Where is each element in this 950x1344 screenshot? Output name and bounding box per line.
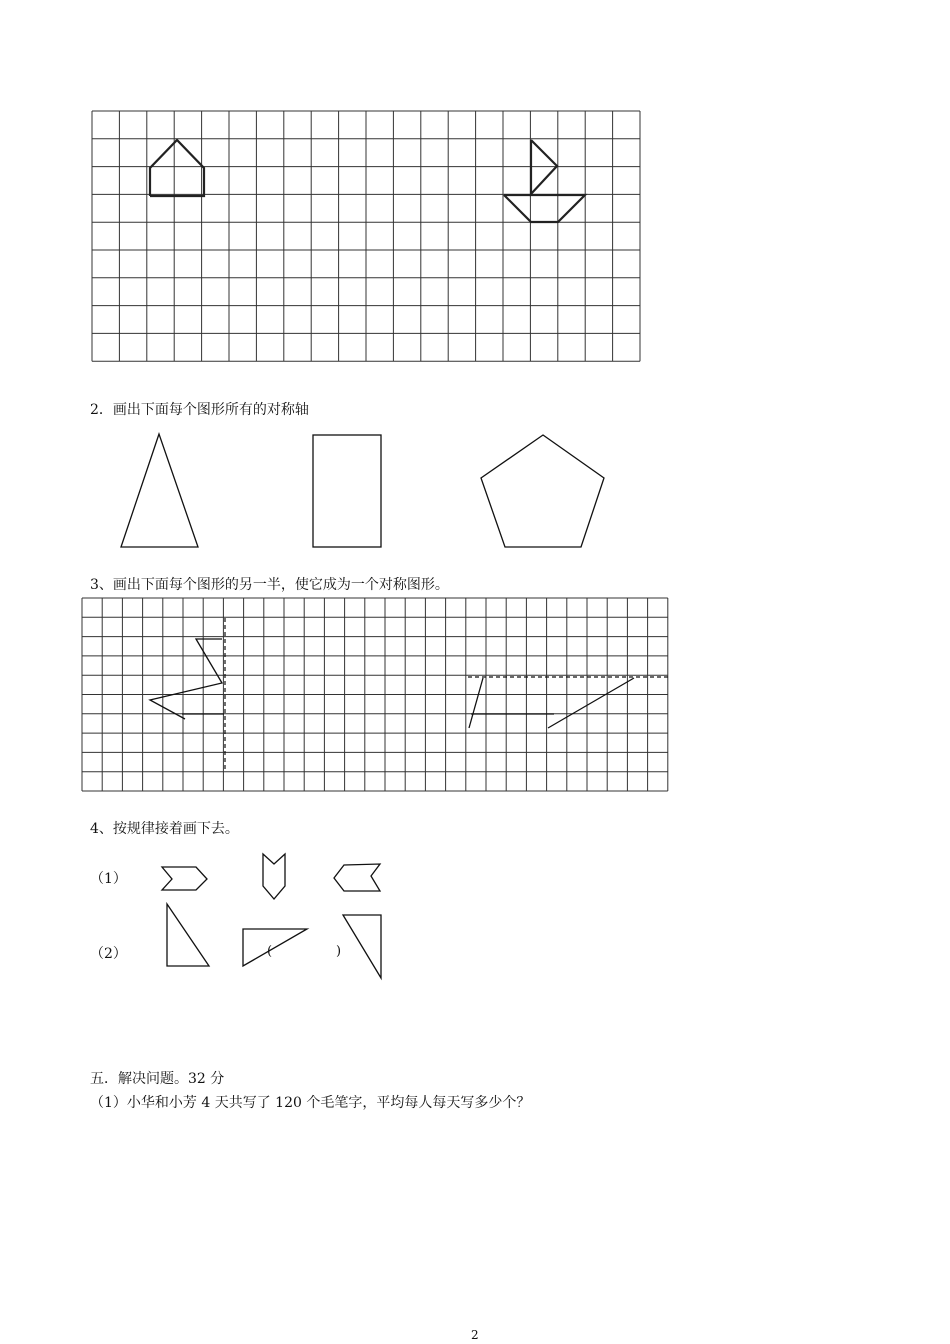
arrow-pentagon-down-shape: [263, 854, 285, 899]
grid-symmetry: [82, 596, 682, 796]
partial-figure-left: [150, 639, 222, 719]
q4-pattern-shapes: [155, 850, 455, 990]
q2-title: 2．画出下面每个图形所有的对称轴: [90, 402, 309, 418]
isosceles-triangle-shape: [121, 434, 198, 547]
page-number: 2: [471, 1328, 479, 1342]
right-triangle-3-shape: [343, 915, 381, 978]
boat-hull-shape: [504, 195, 585, 222]
partial-figure-right-3: [548, 678, 634, 728]
house-shape: [150, 140, 204, 196]
q4-title: 4、按规律接着画下去。: [90, 821, 239, 837]
arrow-pentagon-left-shape: [334, 864, 380, 891]
q3-title: 3、画出下面每个图形的另一半，使它成为一个对称图形。: [90, 577, 449, 593]
q2-shapes: [115, 432, 635, 552]
section5-problem1: （1）小华和小芳 4 天共写了 120 个毛笔字，平均每人每天写多少个？: [90, 1095, 531, 1111]
pentagon-shape: [481, 435, 604, 547]
grid-translation: [90, 108, 650, 368]
right-triangle-1-shape: [167, 904, 209, 966]
rectangle-shape: [313, 435, 381, 547]
grid-lines: [82, 598, 668, 791]
q4-row1-label: （1）: [90, 871, 127, 887]
arrow-pentagon-right-shape: [162, 867, 207, 890]
grid-lines: [92, 111, 640, 361]
q4-paren-close: ): [336, 944, 342, 959]
section5-title: 五．解决问题。32 分: [90, 1071, 225, 1087]
partial-figure-right-1: [469, 678, 483, 728]
right-triangle-2-shape: [243, 929, 307, 966]
q4-paren-open: (: [267, 944, 273, 959]
q4-row2-label: （2）: [90, 946, 127, 962]
